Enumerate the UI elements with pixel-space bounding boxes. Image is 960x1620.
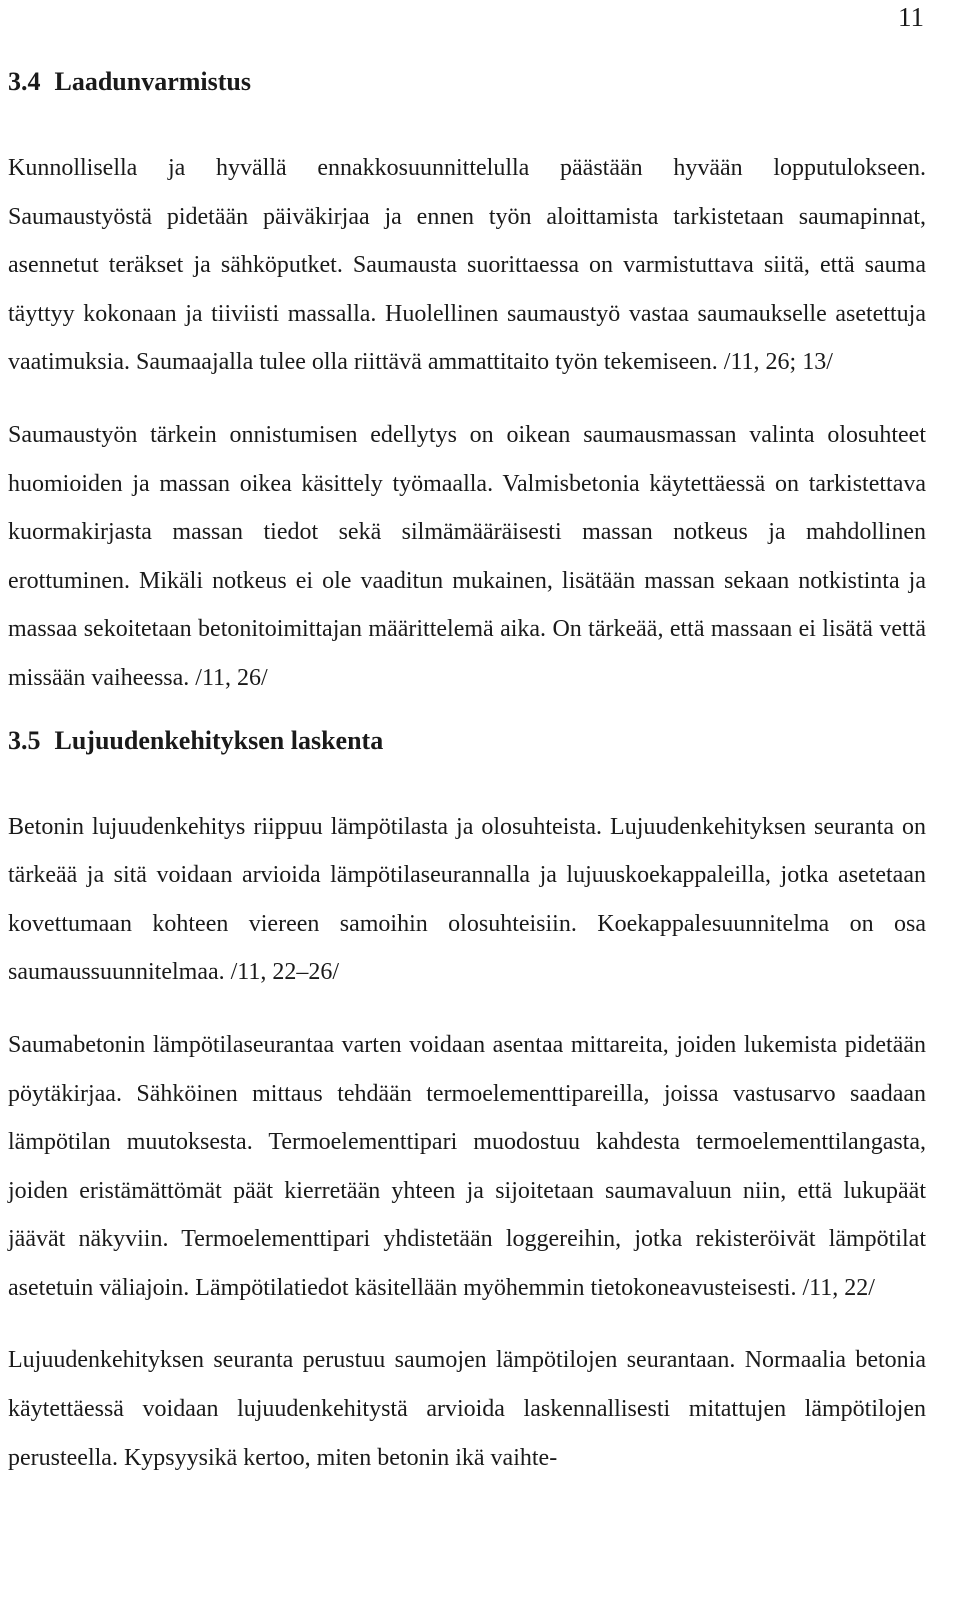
page-number: 11	[898, 2, 924, 32]
paragraph: Kunnollisella ja hyvällä ennakkosuunnittelulla päästään hyvään lopputulokseen. Saumaustyöstä pidetään päiväkirjaa ja ennen työn aloittamista tarkistetaan saumapinnat, asennetut teräkset ja sähköputket. Saumausta suorittaessa on varmistuttava siitä, että sauma täyttyy kokonaan ja tiiviisti massalla. Huolellinen saumaustyö vastaa saumaukselle asetettuja vaatimuksia. Saumaajalla tulee olla riittävä ammattitaito työn tekemiseen. /11, 26; 13/	[8, 155, 926, 376]
paragraph: Betonin lujuudenkehitys riippuu lämpötilasta ja olosuhteista. Lujuudenkehityksen seuranta on tärkeää ja sitä voidaan arvioida lämpötilaseurannalla ja lujuuskoekappaleilla, jotka asetetaan kovettumaan kohteen viereen samoihin olosuhteisiin. Koekappalesuunnitelma on osa saumaussuunnitelmaa. /11, 22–26/	[8, 813, 926, 986]
document-body	[8, 58, 926, 1482]
section-number: 3.4	[8, 67, 41, 96]
section-title: Laadunvarmistus	[54, 67, 251, 96]
paragraph: Saumabetonin lämpötilaseurantaa varten voidaan asentaa mittareita, joiden lukemista pidetään pöytäkirjaa. Sähköinen mittaus tehdään termoelementtipareilla, joissa vastusarvo saadaan lämpötilan muutoksesta. Termoelementtipari muodostuu kahdesta termoelementtilangasta, joiden eristämättömät päät kierretään yhteen ja sijoitetaan saumavaluun niin, että lukupäät jäävät näkyviin. Termoelementtipari yhdistetään loggereihin, jotka rekisteröivät lämpötilat asetetuin väliajoin. Lämpötilatiedot käsitellään myöhemmin tietokoneavusteisesti. /11, 22/	[8, 1031, 926, 1301]
paragraph: Saumaustyön tärkein onnistumisen edellytys on oikean saumausmassan valinta olosuhteet huomioiden ja massan oikea käsittely työmaalla. Valmisbetonia käytettäessä on tarkistettava kuormakirjasta massan tiedot sekä silmämääräisesti massan notkeus ja mahdollinen erottuminen. Mikäli notkeus ei ole vaaditun mukainen, lisätään massan sekaan notkistinta ja massaa sekoitetaan betonitoimittajan määrittelemä aika. On tärkeää, että massaan ei lisätä vettä missään vaiheessa. /11, 26/	[8, 421, 926, 691]
section-title: Lujuudenkehityksen laskenta	[54, 725, 384, 755]
paragraph: Lujuudenkehityksen seuranta perustuu saumojen lämpötilojen seurantaan. Normaalia betonia käytettäessä voidaan lujuudenkehitystä arvioida laskennallisesti mitattujen lämpötilojen perusteella. Kypsyysikä kertoo, miten betonin ikä vaihte-	[8, 1347, 926, 1471]
section-heading-3-4	[8, 58, 926, 106]
section-heading-3-5	[8, 717, 926, 765]
section-number: 3.5	[8, 725, 41, 755]
